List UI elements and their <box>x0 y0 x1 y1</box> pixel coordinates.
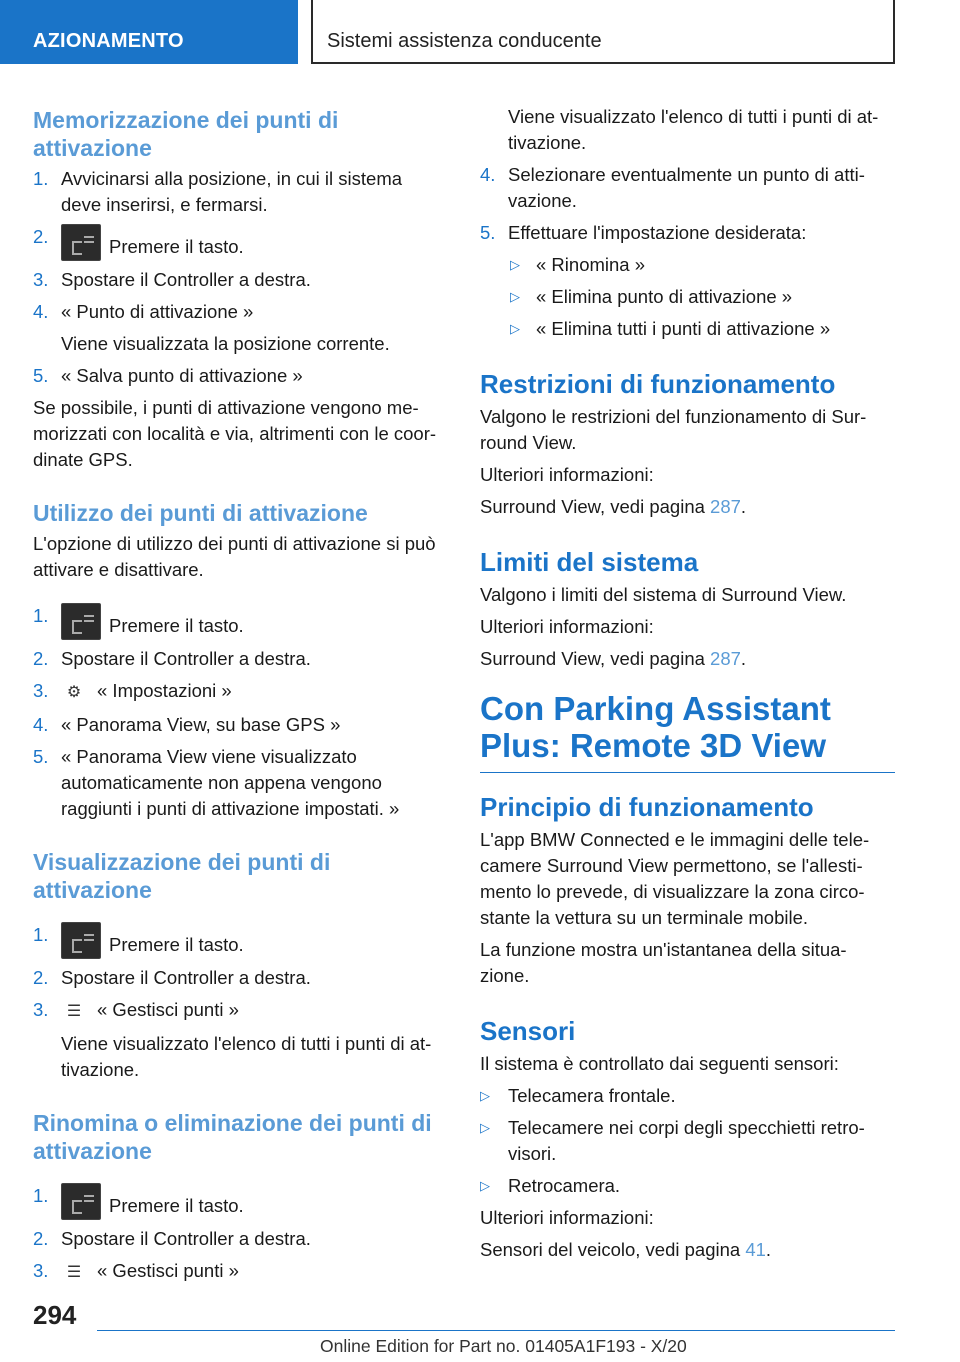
triangle-bullet-icon: ▷ <box>510 289 520 304</box>
list-item: 2. Spostare il Controller a destra. <box>33 648 311 669</box>
manage-points-icon: ☰ <box>66 1264 82 1281</box>
list-item: ▷ « Elimina punto di attivazione » <box>480 284 895 310</box>
left-column <box>33 100 443 1292</box>
heading-use: Utilizzo dei punti di attivazione <box>33 500 368 526</box>
paragraph: L'app BMW Connected e le immagini delle tele-camere Surround View permettono, se l'allesti-mento lo prevede, di visualizzare la zona circo-stante la vettura su un terminale mobile. <box>480 829 870 928</box>
triangle-bullet-icon: ▷ <box>510 257 520 272</box>
page-link[interactable]: 287 <box>710 648 741 669</box>
list-item: ▷ « Rinomina » <box>480 252 895 278</box>
list-item: 4. « Punto di attivazione » <box>33 301 254 322</box>
page-link[interactable]: 287 <box>710 496 741 517</box>
heading-sensors: Sensori <box>480 1016 576 1046</box>
manage-points-icon: ☰ <box>66 1003 82 1020</box>
paragraph: L'opzione di utilizzo dei punti di attivazione si può attivare e disattivare. <box>33 533 436 580</box>
list-item: 4. Selezionare eventualmente un punto di atti-vazione. <box>480 164 865 211</box>
cross-reference: Surround View, vedi pagina 287. <box>480 496 747 517</box>
list-item: ▷ Retrocamera. <box>480 1173 895 1199</box>
heading-display: Visualizzazione dei punti di attivazione <box>33 849 331 903</box>
chapter-tab <box>311 0 895 64</box>
parking-button-icon <box>61 603 101 640</box>
page-link[interactable]: 41 <box>745 1239 766 1260</box>
triangle-bullet-icon: ▷ <box>480 1120 490 1135</box>
list-item: 5. « Panorama View viene visualizzato automaticamente non appena vengono raggiunti i punti di attivazione impostati. » <box>33 746 400 819</box>
list-item: ▷ « Elimina tutti i punti di attivazione » <box>480 316 895 342</box>
heading-restrictions: Restrizioni di funzionamento <box>480 369 836 399</box>
chapter-title: Sistemi assistenza conducente <box>327 30 602 52</box>
paragraph: La funzione mostra un'istantanea della situa-zione. <box>480 939 847 986</box>
list-item: 5. « Salva punto di attivazione » <box>33 365 303 386</box>
page-number: 294 <box>33 1300 77 1330</box>
paragraph: Ulteriori informazioni: <box>480 616 654 637</box>
step-note: Viene visualizzato l'elenco di tutti i punti di at-tivazione. <box>61 1033 432 1080</box>
step-note: Viene visualizzata la posizione corrente. <box>61 333 390 354</box>
list-item: 4. « Panorama View, su base GPS » <box>33 714 341 735</box>
paragraph: Valgono le restrizioni del funzionamento di Sur-round View. <box>480 406 867 453</box>
triangle-bullet-icon: ▷ <box>510 321 520 336</box>
heading-limits: Limiti del sistema <box>480 547 699 577</box>
cross-reference: Sensori del veicolo, vedi pagina 41. <box>480 1239 772 1260</box>
parking-button-icon <box>61 922 101 959</box>
list-item: 1. Premere il tasto. <box>33 1183 443 1220</box>
list-item: 3. ⚙ « Impostazioni » <box>33 678 443 706</box>
list-item: 3. Spostare il Controller a destra. <box>33 269 311 290</box>
paragraph: Il sistema è controllato dai seguenti sensori: <box>480 1053 839 1074</box>
list-item: 2. Spostare il Controller a destra. <box>33 967 311 988</box>
footer-divider <box>97 1330 895 1331</box>
list-item: ▷ Telecamera frontale. <box>480 1083 895 1109</box>
paragraph: Se possibile, i punti di attivazione vengono me-morizzati con località e via, altrimenti con le coor-dinate GPS. <box>33 397 437 470</box>
list-item: 3. ☰ « Gestisci punti » <box>33 1258 443 1286</box>
list-item: 1. Premere il tasto. <box>33 922 443 959</box>
cross-reference: Surround View, vedi pagina 287. <box>480 648 747 669</box>
parking-button-icon <box>61 1183 101 1220</box>
step-note: Viene visualizzato l'elenco di tutti i punti di at-tivazione. <box>508 106 879 153</box>
paragraph: Ulteriori informazioni: <box>480 1207 654 1228</box>
main-heading: Con Parking Assistant Plus: Remote 3D View <box>480 690 895 773</box>
paragraph: Ulteriori informazioni: <box>480 464 654 485</box>
edition-info: Online Edition for Part no. 01405A1F193 - X/20 <box>320 1336 687 1356</box>
list-item: ▷ Telecamere nei corpi degli specchietti retro-visori. <box>480 1115 895 1167</box>
list-item: 1. Avvicinarsi alla posizione, in cui il sistema deve inserirsi, e fermarsi. <box>33 168 403 215</box>
list-item: 1. Premere il tasto. <box>33 603 443 640</box>
page-header <box>0 0 960 66</box>
section-tab <box>0 0 298 64</box>
list-item: 2. Spostare il Controller a destra. <box>33 1228 311 1249</box>
heading-memorize: Memorizzazione dei punti di attivazione <box>33 107 339 161</box>
parking-button-icon <box>61 224 101 261</box>
triangle-bullet-icon: ▷ <box>480 1088 490 1103</box>
paragraph: Valgono i limiti del sistema di Surround View. <box>480 584 847 605</box>
list-item: 5. Effettuare l'impostazione desiderata: <box>480 222 807 243</box>
heading-rename: Rinomina o eliminazione dei punti di attivazione <box>33 1110 432 1164</box>
right-column <box>480 100 895 1269</box>
list-item: 2. Premere il tasto. <box>33 224 443 261</box>
triangle-bullet-icon: ▷ <box>480 1178 490 1193</box>
gear-icon: ⚙ <box>66 684 82 701</box>
section-title: AZIONAMENTO <box>33 30 184 52</box>
list-item: 3. ☰ « Gestisci punti » <box>33 997 443 1025</box>
heading-principle: Principio di funzionamento <box>480 792 814 822</box>
